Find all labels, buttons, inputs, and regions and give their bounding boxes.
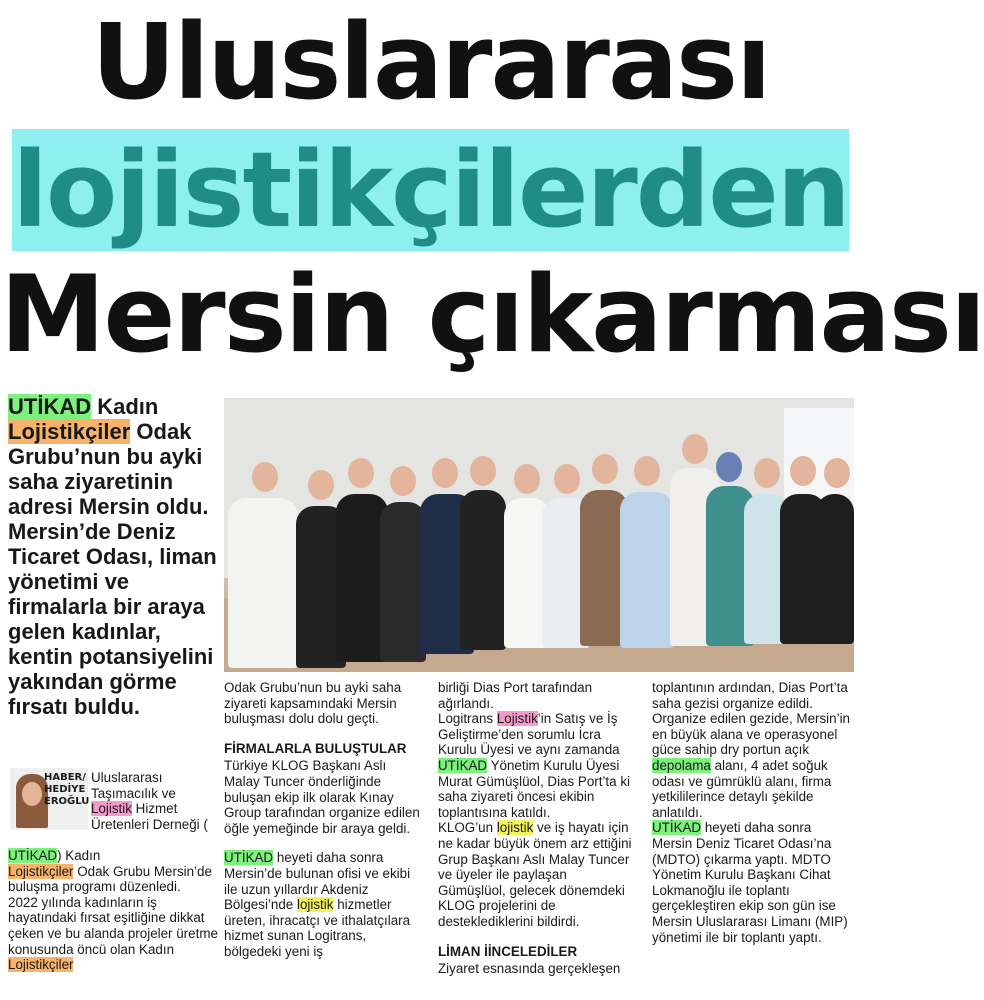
article-column-1-lower [8, 848, 220, 973]
lead-lojistikciler: Lojistikçiler [8, 419, 131, 444]
col2-paragraph: Türkiye KLOG Başkanı Aslı Malay Tuncer önderliğinde buluşan ekip ilk olarak Kınay Group tarafından organize edilen öğle yemeğinde bir araya geldi. [224, 758, 420, 836]
col1-text: Hizmet Üretenleri Derneği ( [91, 801, 208, 832]
col1-text: Uluslararası Taşımacılık ve [91, 770, 176, 801]
lead-utikad: UTİKAD [8, 394, 92, 419]
col2-paragraph: Odak Grubu’nun bu ayki saha ziyareti kapsamındaki Mersin buluşması dolu dolu geçti. [224, 680, 402, 727]
col3-paragraph: Ziyaret esnasında gerçekleşen [438, 961, 621, 977]
group-photo [224, 398, 854, 672]
col3-lojistik: Lojistik [496, 711, 538, 727]
col4-depolama: depolama [652, 757, 711, 773]
article-column-4 [652, 680, 854, 945]
col2-subheading: FİRMALARLA BULUŞTULAR [224, 740, 407, 756]
col1-text: Odak Grubu Mersin’de buluşma programı düzenledi. [8, 863, 212, 895]
lead-rest: Odak Grubu’nun bu ayki saha ziyaretinin adresi Mersin oldu. Mersin’de Deniz Ticaret Odası, liman yönetimi ve firmalarla bir araya gelen kadınlar, kentin potansiyelini yakından görme fırsatı buldu. [8, 419, 217, 719]
col1-lojistikciler: Lojistikçiler [8, 957, 74, 973]
col3-text: Yönetim Kurulu Üyesi Murat Gümüşlüol, Dias Port’ta ki saha ziyareti öncesi ekibin toplantısına katıldı. [438, 757, 630, 820]
col3-text: ’in Satış ve İş Geliştirme’den sorumlu İcra Kurulu Üyesi ve aynı zamanda [438, 711, 620, 758]
col2-text: hizmetler üreten, ihracatçı ve ithalatçılara hizmet sunan Logitrans, bölgedeki yeni iş [224, 897, 411, 959]
headline-line-2 [0, 129, 861, 251]
headline-line-1: Uluslararası [91, 1, 770, 123]
lead-kadin: Kadın [97, 394, 159, 419]
col4-text: toplantının ardından, Dias Port’ta saha gezisi organize edildi. Organize edilen gezide, Mersin’in en büyük alana ve operasyonel güce sahip dry portun açık [652, 680, 850, 758]
article-column-3 [438, 680, 638, 977]
col1-lojistik: Lojistik [91, 801, 132, 817]
col4-text: alanı, 4 adet soğuk odası ve gümrüklü alanı, firma yetkililerince detaylı şekilde anlatıldı. [652, 757, 832, 820]
col1-text: 2022 yılında kadınların iş hayatındaki fırsat eşitliğine dikkat çeken ve bu alanda projeler üretme konusunda öncü olan Kadın [8, 894, 218, 957]
col2-text: heyeti daha sonra Mersin’de bulunan ofisi ve ekibi ile uzun yıllardır Akdeniz Bölgesi’nde [224, 850, 411, 913]
headline-line-2-text: lojistikçilerden [12, 129, 849, 251]
col3-paragraph: birliği Dias Port tarafından ağırlandı. [438, 680, 593, 711]
article-column-1 [91, 770, 219, 832]
col1-lojistikciler: Lojistikçiler [8, 863, 74, 879]
col4-text: heyeti daha sonra Mersin Deniz Ticaret Odası’na (MDTO) çıkarma yaptı. MDTO Yönetim Kurulu Başkanı Cihat Lokmanoğlu ile toplantı gerçekleştiren ekip son gün ise Mersin Uluslararası Limanı (MIP) yönetimi ile bir toplantı yaptı. [652, 820, 848, 945]
headline-line-3: Mersin çıkarması [0, 253, 984, 376]
byline-label: HABER/ HEDİYE EROĞLU [44, 772, 90, 807]
col3-subheading: LİMAN İİNCELEDİLER [438, 943, 578, 959]
col2-utikad: UTİKAD [224, 850, 274, 866]
col3-lojistik: lojistik [496, 820, 534, 836]
col3-text: Logitrans [438, 711, 494, 727]
col3-utikad: UTİKAD [438, 757, 488, 773]
col2-lojistik: lojistik [296, 897, 334, 913]
col3-text: KLOG’un [438, 820, 494, 836]
col1-text: ) Kadın [57, 848, 101, 863]
col3-text: ve iş hayatı için ne kadar büyük önem arz ettiğini Grup Başkanı Aslı Malay Tuncer ve üyeler ile paylaşan Gümüşlüol, gelecek dönemdeki KLOG projelerini de desteklediklerini bildirdi. [438, 820, 632, 929]
col1-utikad: UTİKAD [8, 848, 58, 863]
lead-paragraph [8, 394, 220, 719]
col4-utikad: UTİKAD [652, 820, 702, 836]
byline-box [10, 768, 88, 830]
article-column-2 [224, 680, 424, 960]
